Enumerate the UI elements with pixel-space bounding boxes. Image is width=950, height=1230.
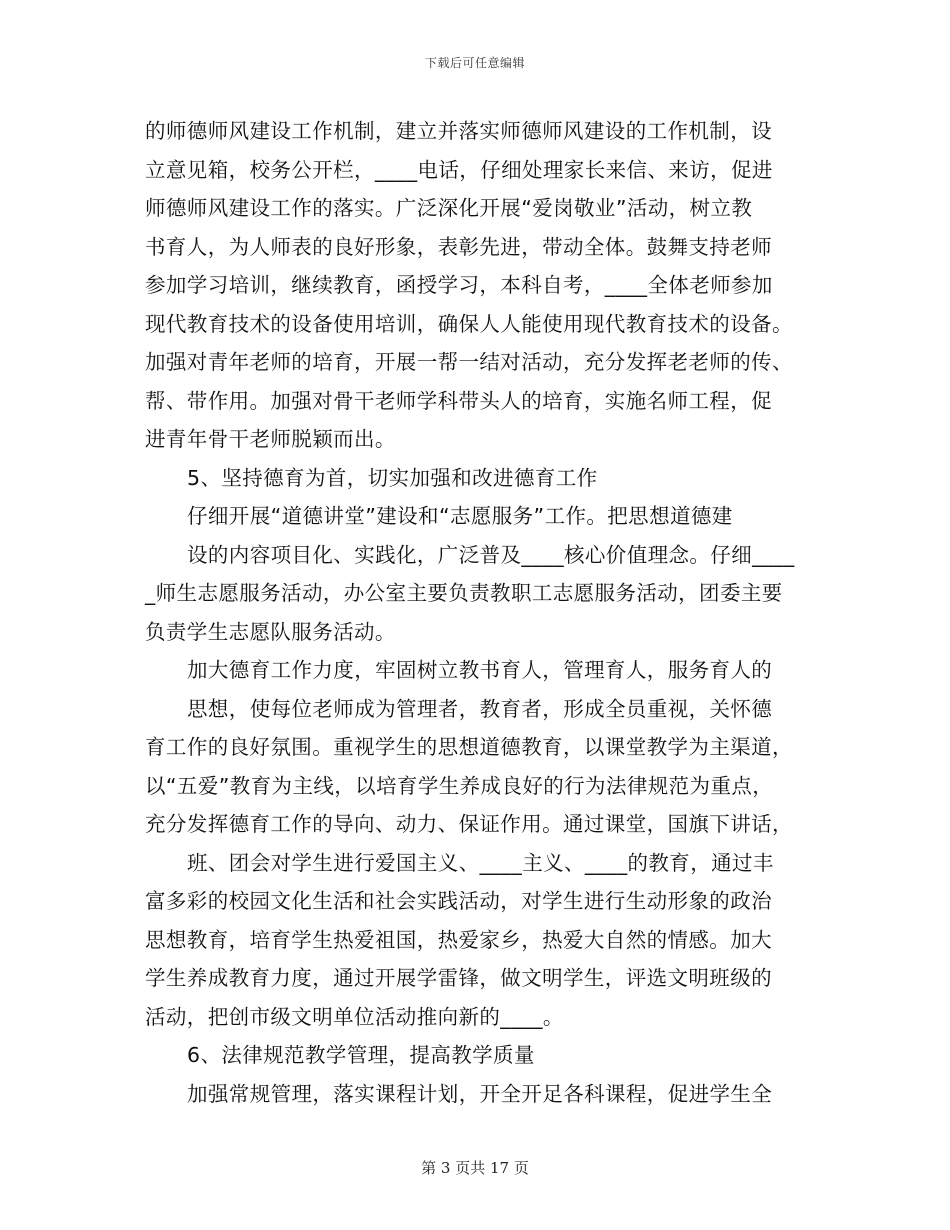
body-line: 富多彩的校园文化生活和社会实践活动，对学生进行生动形象的政治 <box>145 889 772 913</box>
page-number: 第 3 页共 17 页 <box>421 1159 529 1177</box>
body-line: 活动，把创市级文明单位活动推向新的____。 <box>145 1004 564 1029</box>
body-line: 思想教育，培育学生热爱祖国，热爱家乡，热爱大自然的情感。加大 <box>145 927 772 952</box>
body-line: 仔细开展“道德讲堂”建设和“志愿服务”工作。把思想道德建 <box>187 504 733 528</box>
body-line: 书育人，为人师表的良好形象，表彰先进，带动全体。鼓舞支持老师 <box>145 234 772 259</box>
body-line: 充分发挥德育工作的导向、动力、保证作用。通过课堂，国旗下讲话， <box>145 812 793 836</box>
body-line: 加大德育工作力度，牢固树立教书育人，管理育人，服务育人的 <box>187 658 773 682</box>
body-line: 思想，使每位老师成为管理者，教育者，形成全员重视，关怀德 <box>187 696 773 721</box>
document-body <box>145 112 805 1113</box>
body-line: 加强对青年老师的培育，开展一帮一结对活动，充分发挥老老师的传、 <box>145 350 793 374</box>
body-line: 现代教育技术的设备使用培训，确保人人能使用现代教育技术的设备。 <box>145 311 793 336</box>
body-line: 的师德师风建设工作机制，建立并落实师德师风建设的工作机制，设 <box>145 119 772 143</box>
body-line: 负责学生志愿队服务活动。 <box>145 619 396 644</box>
body-line: 班、团会对学生进行爱国主义、____主义、____的教育，通过丰 <box>187 850 774 875</box>
body-line: _师生志愿服务活动，办公室主要负责教职工志愿服务活动，团委主要 <box>145 581 783 605</box>
section-heading: 6、法律规范教学管理，提高教学质量 <box>187 1043 535 1067</box>
body-line: 育工作的良好氛围。重视学生的思想道德教育，以课堂教学为主渠道， <box>145 735 793 759</box>
body-line: 立意见箱，校务公开栏，____电话，仔细处理家长来信、来访，促进 <box>145 157 773 182</box>
body-line: 加强常规管理，落实课程计划，开全开足各科课程，促进学生全 <box>187 1081 773 1106</box>
page-header: 下载后可任意编辑 <box>424 56 525 70</box>
section-heading: 5、坚持德育为首，切实加强和改进德育工作 <box>187 465 598 490</box>
body-line: 进青年骨干老师脱颖而出。 <box>145 427 396 451</box>
body-line: 帮、带作用。加强对骨干老师学科带头人的培育，实施名师工程，促 <box>145 388 772 413</box>
body-line: 以“五爱”教育为主线，以培育学生养成良好的行为法律规范为重点， <box>145 773 774 798</box>
body-line: 学生养成教育力度，通过开展学雷锋，做文明学生，评选文明班级的 <box>145 966 772 990</box>
body-line: 师德师风建设工作的落实。广泛深化开展“爱岗敬业”活动，树立教 <box>145 196 753 220</box>
body-line: 参加学习培训，继续教育，函授学习，本科自考，____全体老师参加 <box>145 273 773 297</box>
body-line: 设的内容项目化、实践化，广泛普及____核心价值理念。仔细____ <box>187 542 795 567</box>
